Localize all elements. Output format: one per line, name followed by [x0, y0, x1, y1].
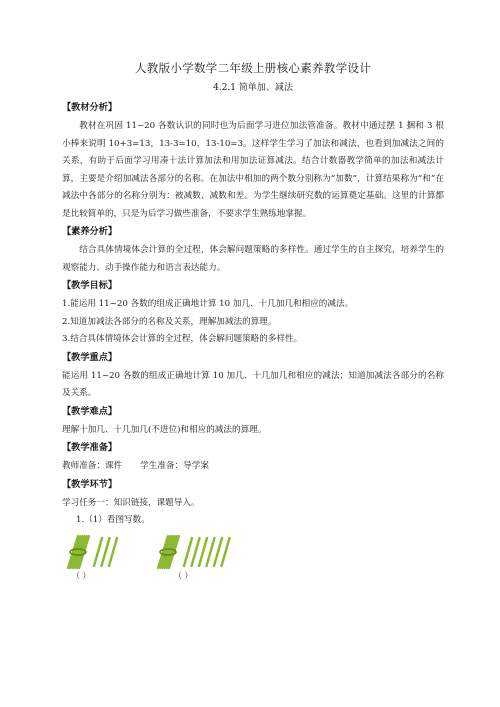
teacher-preparation: 教师准备：课件 [62, 461, 123, 471]
difficulties-heading: 【教学难点】 [62, 405, 118, 417]
single-stick [222, 538, 230, 566]
analysis-heading: 【教材分析】 [62, 102, 118, 113]
stick-bundle-figure-1 [64, 532, 144, 572]
preparation-heading: 【教学准备】 [62, 442, 118, 453]
stick-bundle-figure-2 [154, 532, 244, 572]
answer-blank-2[interactable]: （ ） [174, 570, 193, 580]
goal-item: 1.能运用 11~20 各数的组成正确地计算 10 加几、十几加几和相应的减法。 [62, 299, 354, 309]
single-stick [192, 538, 200, 566]
stick-figures [62, 532, 444, 584]
task-one: 学习任务一：知识链接，课题导入。 [62, 497, 200, 508]
difficulties-text: 理解十加几、十几加几(不进位)和相应的减法的算理。 [62, 424, 267, 435]
stick-bundle [158, 536, 179, 568]
process-heading: 【教学环节】 [62, 478, 118, 490]
single-stick [184, 538, 192, 566]
single-stick [109, 538, 117, 566]
goal-item: 2.知道加减法各部分的名称及关系，理解加减法的算理。 [62, 316, 277, 327]
single-stick [214, 538, 222, 566]
student-preparation: 学生准备：导学案 [140, 461, 209, 471]
goals-heading: 【教学目标】 [62, 280, 118, 291]
single-stick [94, 538, 102, 566]
literacy-text: 结合具体情境体会计算的全过程，体会解问题策略的多样性。通过学生的自主探究，培养学生的观察能力、动手操作能力和语言表达能力。 [62, 245, 444, 273]
single-stick [102, 538, 110, 566]
page-title: 人教版小学数学二年级上册核心素养教学设计 [135, 61, 371, 75]
answer-blank-1[interactable]: （ ） [72, 570, 91, 580]
key-points-text: 能运用 11~20 各数的组成正确地计算 10 加几、十几加几和相应的减法；知道加减法各部分的名称及关系。 [62, 370, 444, 398]
question-one: 1.（1）看图写数。 [76, 515, 150, 525]
single-stick [207, 538, 215, 566]
document-page [62, 60, 444, 584]
key-points-heading: 【教学重点】 [62, 351, 118, 363]
lesson-subtitle: 4.2.1 简单加、减法 [213, 83, 293, 93]
literacy-heading: 【素养分析】 [62, 226, 118, 237]
goal-item: 3.结合具体情境体会计算的全过程，体会解问题策略的多样性。 [62, 334, 303, 344]
preparation-line [62, 458, 444, 476]
single-stick [199, 538, 207, 566]
stick-bundle [68, 536, 89, 568]
analysis-text: 教材在巩固 11~20 各数认识的同时也为后面学习进位加法管准备。教材中通过摆 1 捆和 3 根小棒来说明 10+3=13，13-3=10，13-10=3。这样学生学习了加法和减法，也看到加减法之间的关系，有助于后面学习用凑十法计算加法和用加法证算减法。结合计数器教学简单的加法和减法计算，主要是介绍加减法各部分的名称。在加法中相加的两个数分别称为“加数”，计算结果称为“和”在减法中各部分的名称分别为：被减数、减数和差。为学生继续研究数的运算奠定基础。这里的计算都是比较简单的，只是为后学习做些准备，不要求学生熟练地掌握。 [62, 121, 444, 219]
